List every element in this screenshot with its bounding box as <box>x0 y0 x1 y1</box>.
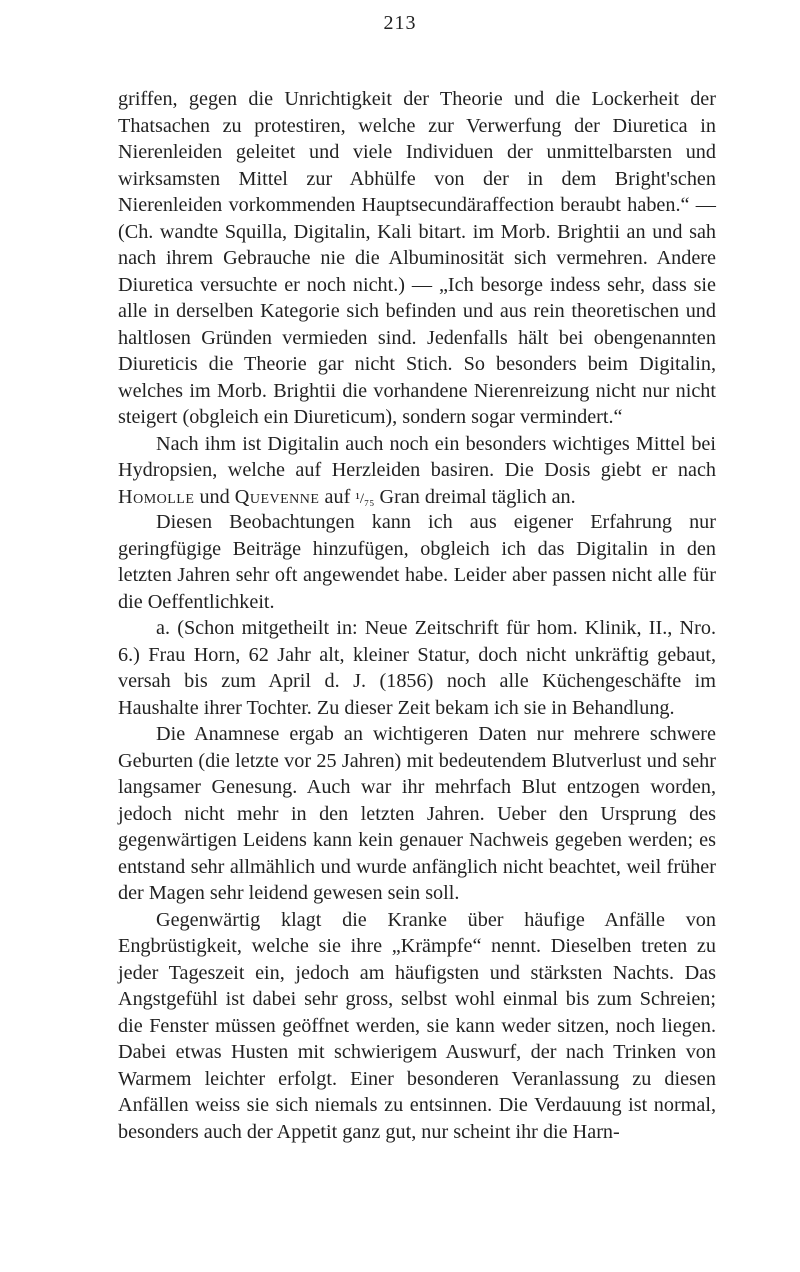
paragraph-3: Diesen Beobachtungen kann ich aus eigener Erfahrung nur geringfügige Beiträge hinzufügen, obgleich ich das Digitalin in den letzten Jahren sehr oft angewendet habe. Leider aber passen nicht alle für die Oeffentlichkeit. <box>118 511 716 613</box>
paragraph-2-and: und <box>199 485 230 508</box>
paragraph-1: griffen, gegen die Unrichtigkeit der Theorie und die Lockerheit der Thatsachen zu protestiren, welche zur Verwerfung der Diuretica in Nierenleiden geleitet und viele Individuen der unmittelbarsten und wirksamsten Mittel zur Abhülfe von der in dem Bright'schen Nierenleiden vorkommenden Hauptsecundäraffection beraubt haben.“ — (Ch. wandte Squilla, Digitalin, Kali bitart. im Morb. Brightii an und sah nach ihrem Gebrauche nie die Albuminosität sich vermehren. Andere Diuretica versuchte er noch nicht.) — „Ich besorge indess sehr, dass sie alle in derselben Kategorie sich befinden und aus rein theoretischen und haltlosen Gründen vermieden sind. Jedenfalls hält bei obengenannten Diureticis die Theorie gar nicht Stich. So besonders beim Digitalin, welches im Morb. Brightii die vorhandene Nierenreizung nicht nur nicht steigert (obgleich ein Diureticum), sondern sogar vermindert.“ <box>118 88 716 428</box>
paragraph-2-auf: auf <box>324 485 351 508</box>
author-name-quevenne: Quevenne <box>234 485 320 508</box>
text-section-lower <box>118 509 716 1145</box>
paragraph-6: Gegenwärtig klagt die Kranke über häufige Anfälle von Engbrüstigkeit, welche sie ihre „Krämpfe“ nennt. Dieselben treten zu jeder Tageszeit ein, jedoch am häufigsten und stärksten Nachts. Das Angstgefühl ist dabei sehr gross, selbst wohl einmal bis zum Schreien; die Fenster müssen geöffnet werden, sie kann weder sitzen, noch liegen. Dabei etwas Husten mit schwierigem Auswurf, der nach Trinken von Warmem leichter erfolgt. Einer besonderen Veranlassung zu diesen Anfällen weiss sie sich niemals zu entsinnen. Die Verdauung ist normal, besonders auch der Appetit ganz gut, nur scheint ihr die Harn- <box>118 908 716 1143</box>
author-name-homolle: Homolle <box>118 485 195 508</box>
paragraph-4: a. (Schon mitgetheilt in: Neue Zeitschrift für hom. Klinik, II., Nro. 6.) Frau Horn, 62 Jahr alt, kleiner Statur, doch nicht unkräftig gebaut, versah bis zum April d. J. (1856) noch alle Küchengeschäfte im Haushalte ihrer Tochter. Zu dieser Zeit bekam ich sie in Behandlung. <box>118 617 716 719</box>
paragraph-2-text-start: Nach ihm ist Digitalin auch noch ein besonders wichtiges Mittel bei Hydropsien, welche auf Herzleiden basiren. Die Dosis giebt er nach <box>118 432 716 481</box>
paragraph-2 <box>118 431 716 513</box>
text-section-upper <box>118 86 716 512</box>
paragraph-2-text-end: Gran dreimal täglich an. <box>379 485 576 508</box>
paragraph-5: Die Anamnese ergab an wichtigeren Daten nur mehrere schwere Geburten (die letzte vor 25 Jahren) mit bedeutendem Blutverlust und sehr langsamer Genesung. Auch war ihr mehrfach Blut entzogen worden, jedoch nicht mehr in den letzten Jahren. Ueber den Ursprung des gegenwärtigen Leidens kann kein genauer Nachweis gegeben werden; es entstand sehr allmählich und wurde anfänglich nicht beachtet, weil früher der Magen sehr leidend gewesen sein soll. <box>118 723 716 904</box>
dose-fraction: ¹/₇₅ <box>355 490 375 507</box>
page-number: 213 <box>383 12 417 34</box>
